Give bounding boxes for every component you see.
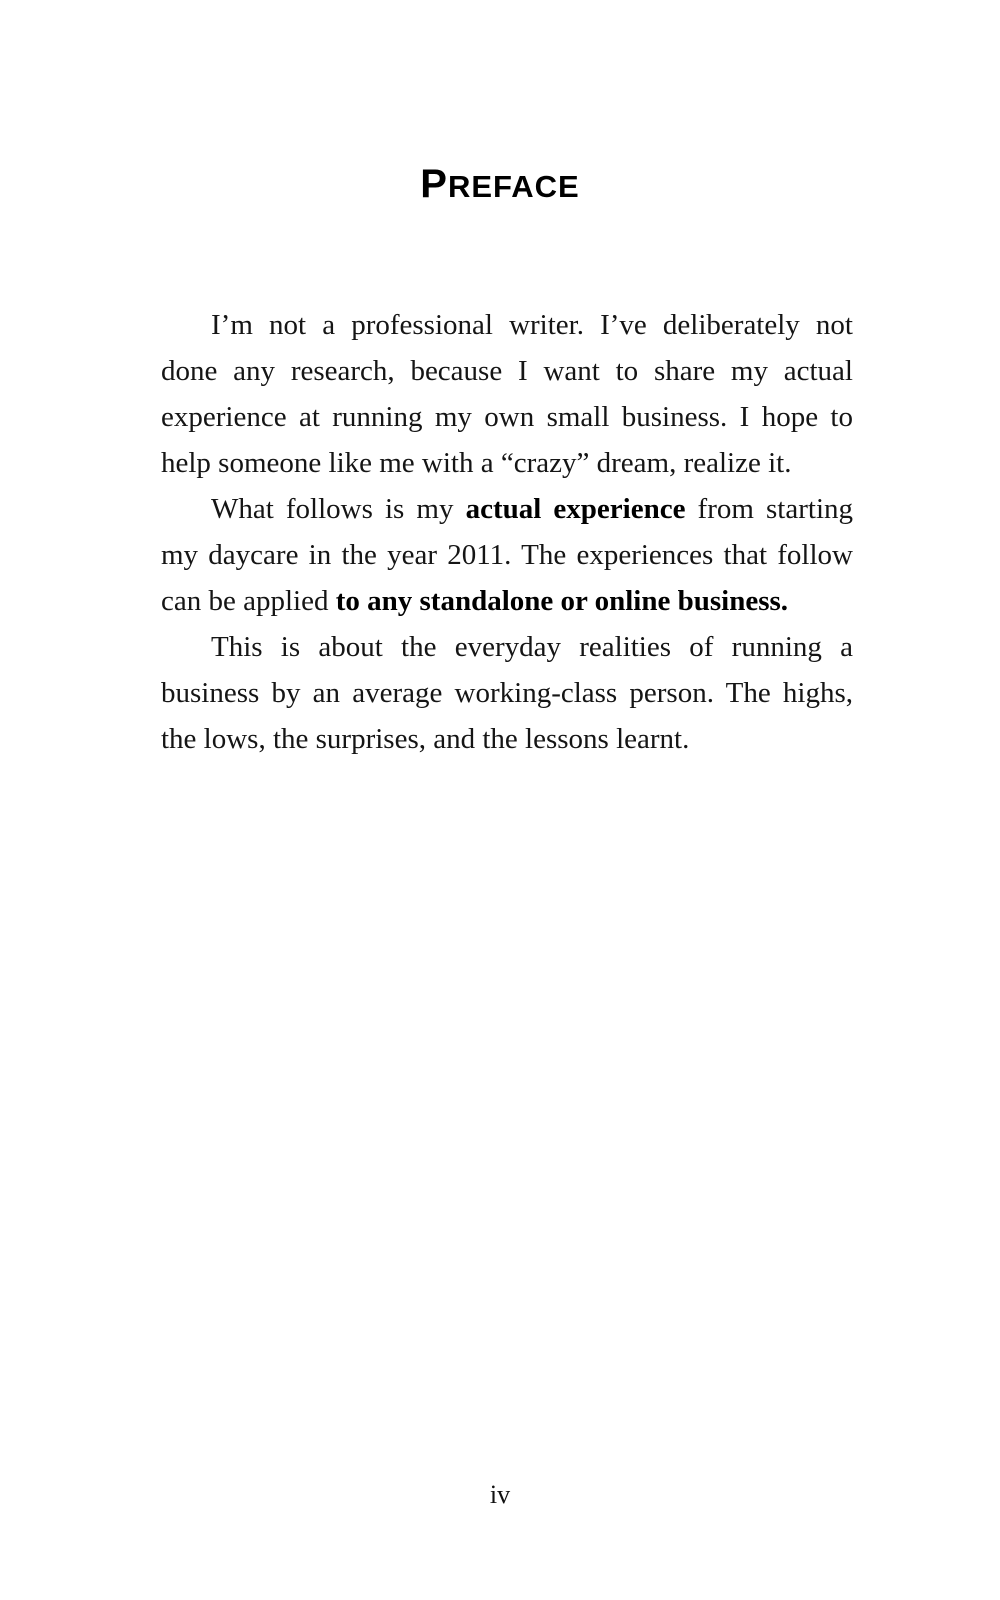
preface-body bbox=[161, 302, 853, 762]
paragraph-text: This is about the everyday realities of running a business by an average working-class person. The highs, the lows, the surprises, and the lessons learnt. bbox=[161, 631, 853, 755]
page-number: iv bbox=[489, 1480, 511, 1509]
paragraph-1 bbox=[161, 302, 853, 486]
page-title-initial: P bbox=[420, 162, 448, 206]
emphasis-text: actual experience bbox=[465, 493, 686, 525]
paragraph-3 bbox=[161, 624, 853, 762]
paragraph-text: from starting my daycare in the year 2011. The experiences that follow can be applied bbox=[161, 493, 854, 617]
paragraph-text: I’m not a professional writer. I’ve deliberately not done any research, because I want to share my actual experience at running my own small business. I hope to help someone like me with a “crazy” dream, realize it. bbox=[161, 309, 853, 479]
paragraph-text: What follows is my bbox=[211, 493, 466, 525]
page-title bbox=[0, 162, 1000, 207]
paragraph-2 bbox=[161, 486, 853, 624]
page-title-rest: REFACE bbox=[447, 169, 580, 204]
emphasis-text: to any standalone or online business. bbox=[335, 585, 789, 617]
